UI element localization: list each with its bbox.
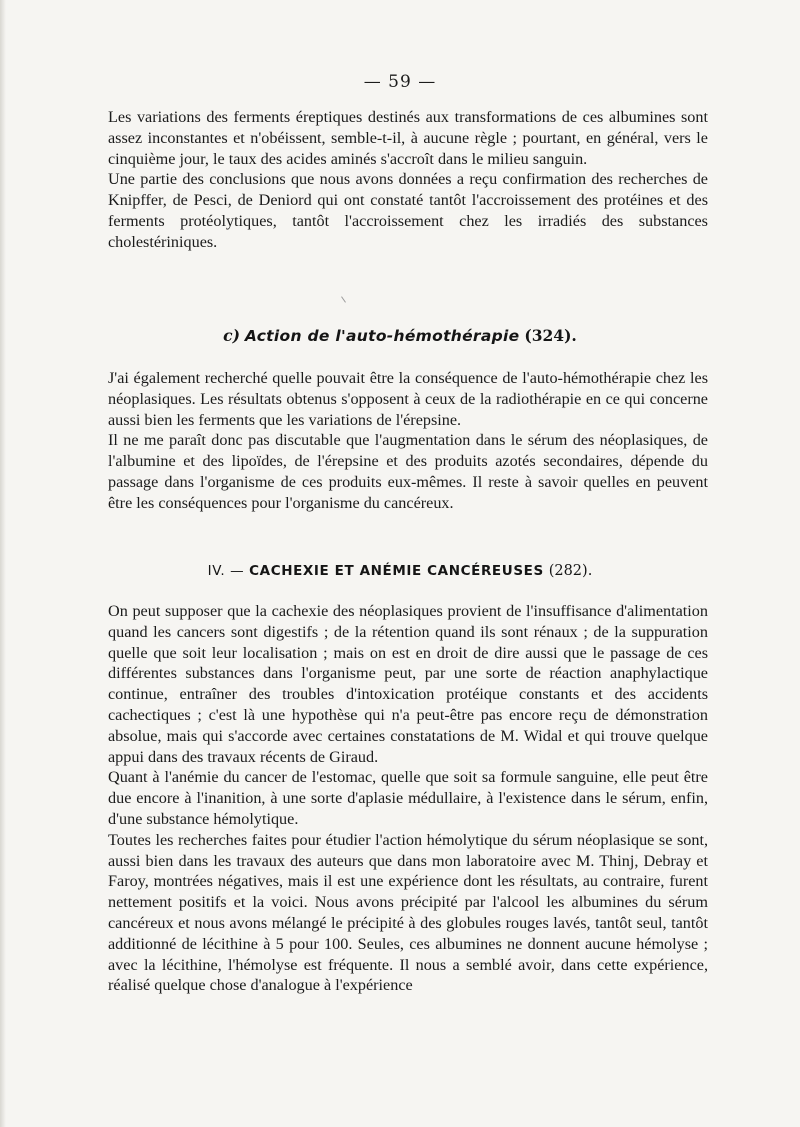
section-number: IV. —	[207, 563, 245, 579]
section-3	[108, 601, 708, 996]
paragraph-action-hemolytique: Toutes les recherches faites pour étudier l'action hémolytique du sérum néoplasique se sont, aussi bien dans les travaux des auteurs que dans mon laboratoire avec M. Thinj, Debray et Faroy, montrées négatives, mais il est une expérience dont les résultats, au contraire, furent nettement positifs et la voici. Nous avons précipité par l'alcool les albumines du sérum cancéreux et nous avons mélangé le précipité à des globules rouges lavés, tantôt seul, tantôt additionné de lécithine à 5 pour 100. Seules, ces albumines ne donnent aucune hémolyse ; avec la lécithine, l'hémolyse est fréquente. Il nous a semblé avoir, dans cette expérience, réalisé quelque chose d'analogue à l'expérience	[108, 830, 708, 995]
subsection-letter: c)	[223, 326, 240, 345]
section-reference: (282).	[548, 563, 593, 579]
subsection-heading-auto-hemotherapie	[0, 326, 800, 345]
paragraph-cachexie-hypothese: On peut supposer que la cachexie des néoplasiques provient de l'insuffisance d'alimentation quand les cancers sont digestifs ; de la rétention quand ils sont rénaux ; de la suppuration quelle que soit leur localisation ; mais on est en droit de dire aussi que le passage de ces différentes substances dans l'organisme peut, par une sorte de réaction anaphylactique continue, entraîner des troubles d'intoxication protéique constants et des accidents cachectiques ; c'est là une hypothèse qui n'a peut-être pas encore reçu de démonstration absolue, mais qui s'accorde avec certaines constatations de M. Widal et qui trouve quelque appui dans des travaux récents de Giraud.	[108, 602, 708, 766]
section-title: CACHEXIE ET ANÉMIE CANCÉREUSES	[249, 563, 544, 579]
paragraph-augmentation-serum: Il ne me paraît donc pas discutable que l'augmentation dans le sérum des néoplasiques, de l'albumine et des lipoïdes, de l'érepsine et des produits azotés secondaires, dépende du passage dans l'organisme de ces produits eux-mêmes. Il reste à savoir quelles en peuvent être les conséquences pour l'organisme du cancéreux.	[108, 431, 708, 512]
scan-mark	[341, 296, 346, 302]
section-1	[108, 107, 708, 253]
paragraph-anemie-estomac: Quant à l'anémie du cancer de l'estomac, quelle que soit sa formule sanguine, elle peut être due encore à l'inanition, à une sorte d'aplasie médullaire, à l'existence dans le sérum, enfin, d'une substance hémolytique.	[108, 768, 708, 828]
subsection-reference: (324).	[524, 326, 577, 345]
paragraph-auto-hemotherapie-results: J'ai également recherché quelle pouvait être la conséquence de l'auto-hémothérapie chez les néoplasiques. Les résultats obtenus s'opposent à ceux de la radiothérapie en ce qui concerne aussi bien les ferments que les variations de l'érepsine.	[108, 369, 708, 429]
paragraph-conclusions-confirmation: Une partie des conclusions que nous avons données a reçu confirmation des recherches de Knipffer, de Pesci, de Deniord qui ont constaté tantôt l'accroissement des protéines et des ferments protéolytiques, tantôt l'accroissement chez les irradiés des substances cholestériniques.	[108, 170, 708, 251]
section-heading-cachexie	[0, 563, 800, 579]
paragraph-ferments-variations: Les variations des ferments éreptiques destinés aux transformations de ces albumines sont assez inconstantes et n'obéissent, semble-t-il, à aucune règle ; pourtant, en général, vers le cinquième jour, le taux des acides aminés s'accroît dans le milieu sanguin.	[108, 108, 708, 168]
section-2	[108, 368, 708, 514]
page-number: — 59 —	[363, 72, 437, 92]
subsection-title: Action de l'auto-hémothérapie	[244, 327, 520, 345]
